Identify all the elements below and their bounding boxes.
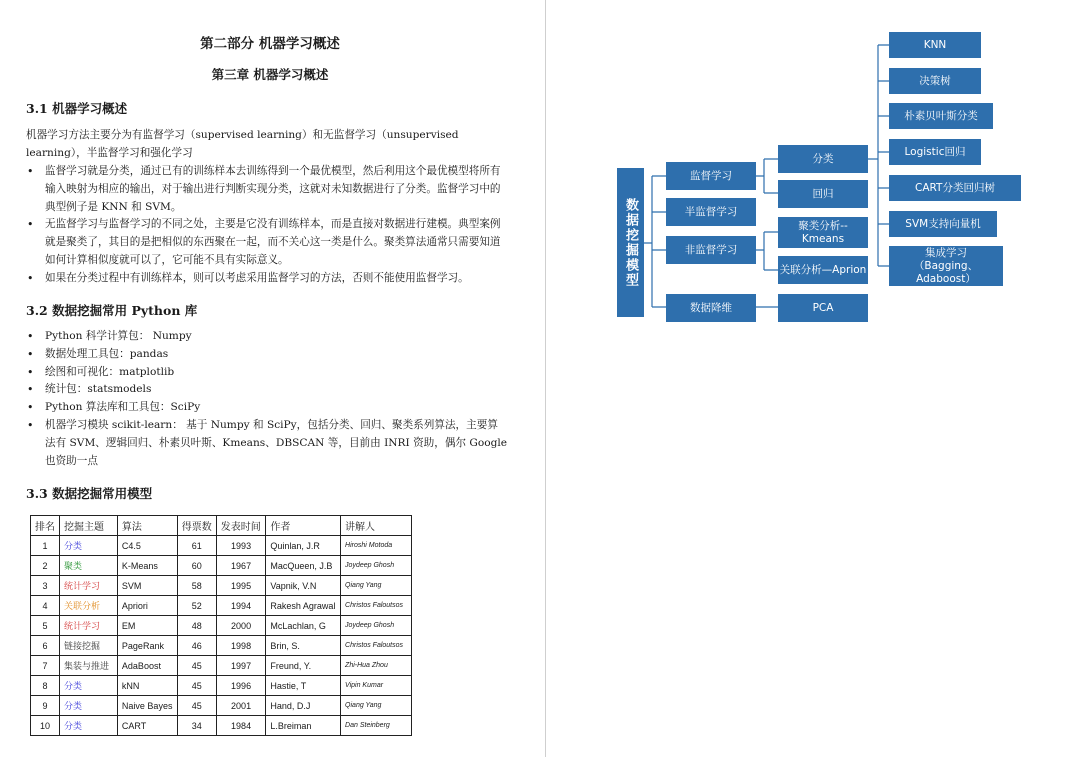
table-cell-author: McLachlan, G [266, 616, 341, 636]
table-cell-rank: 9 [31, 696, 60, 716]
col-header: 得票数 [177, 516, 216, 536]
table-cell-rank: 3 [31, 576, 60, 596]
table-cell-rank: 8 [31, 676, 60, 696]
table-cell-votes: 60 [177, 556, 216, 576]
table-header-row [31, 516, 412, 536]
table-cell-rank: 4 [31, 596, 60, 616]
table-cell-votes: 45 [177, 676, 216, 696]
table-cell-votes: 34 [177, 716, 216, 736]
table-cell-lecturer: Christos Faloutsos [341, 596, 412, 616]
chapter-title: 第三章 机器学习概述 [211, 67, 329, 82]
list-item: • 监督学习就是分类，通过已有的训练样本去训练得到一个最优模型，然后利用这个最优模型将所有输入映射为相应的输出，对于输出进行判断实现分类，这就对未知数据进行了分类。监督学习中的典型例子是 KNN 和 SVM。 [26, 163, 508, 216]
table-cell-year: 1984 [216, 716, 266, 736]
table-cell-author: Hand, D.J [266, 696, 341, 716]
table-cell-topic: 统计学习 [60, 616, 118, 636]
table-cell-topic: 统计学习 [60, 576, 118, 596]
table-row [31, 536, 412, 556]
table-row [31, 556, 412, 576]
connector-unsupervised [756, 232, 778, 270]
table-cell-year: 1998 [216, 636, 266, 656]
list-item: • 如果在分类过程中有训练样本，则可以考虑采用监督学习的方法，否则不能使用监督学习。 [26, 270, 508, 288]
table-cell-year: 1994 [216, 596, 266, 616]
table-row [31, 716, 412, 736]
table-cell-votes: 52 [177, 596, 216, 616]
table-cell-topic: 分类 [60, 696, 118, 716]
table-cell-author: Freund, Y. [266, 656, 341, 676]
list-item: • 数据处理工具包：pandas [26, 346, 508, 364]
table-cell-topic: 链接挖掘 [60, 636, 118, 656]
list-item: • 无监督学习与监督学习的不同之处，主要是它没有训练样本，而是直接对数据进行建模。典型案例就是聚类了，其目的是把相似的东西聚在一起，而不关心这一类是什么。聚类算法通常只需要知道如何计算相似度就可以了，它可能不具有实际意义。 [26, 216, 508, 269]
mindmap-node-knn: KNN [889, 32, 981, 58]
right-page [546, 0, 1080, 757]
mindmap-node-regression: 回归 [778, 180, 868, 208]
table-row [31, 676, 412, 696]
table-body [31, 536, 412, 736]
table-cell-author: Hastie, T [266, 676, 341, 696]
mindmap-node-clustering: 聚类分析--Kmeans [778, 217, 868, 248]
mindmap-connectors [546, 0, 1080, 757]
mindmap-node-naive-bayes: 朴素贝叶斯分类 [889, 103, 993, 129]
table-cell-topic: 集装与推进 [60, 656, 118, 676]
table-cell-year: 1967 [216, 556, 266, 576]
table-cell-lecturer: Hiroshi Motoda [341, 536, 412, 556]
table-cell-algo: AdaBoost [117, 656, 177, 676]
table-cell-lecturer: Zhi-Hua Zhou [341, 656, 412, 676]
connector-root [644, 176, 666, 307]
table-cell-algo: Naive Bayes [117, 696, 177, 716]
mindmap-node-pca: PCA [778, 294, 868, 322]
table-cell-algo: kNN [117, 676, 177, 696]
table-cell-author: Brin, S. [266, 636, 341, 656]
table-cell-year: 1995 [216, 576, 266, 596]
table-cell-algo: Apriori [117, 596, 177, 616]
table-cell-algo: PageRank [117, 636, 177, 656]
section-3-3-heading: 3.3 数据挖掘常用模型 [26, 486, 153, 501]
table-cell-lecturer: Christos Faloutsos [341, 636, 412, 656]
section-3-1-heading: 3.1 机器学习概述 [26, 101, 128, 116]
connector-classification [868, 45, 889, 266]
table-cell-year: 1996 [216, 676, 266, 696]
mindmap-node-cart: CART分类回归树 [889, 175, 1021, 201]
mindmap-node-association: 关联分析—Aprion [778, 256, 868, 284]
table-cell-author: Quinlan, J.R [266, 536, 341, 556]
mindmap-node-unsupervised: 非监督学习 [666, 236, 756, 264]
table-cell-year: 1993 [216, 536, 266, 556]
section-3-2-bullets [26, 328, 508, 470]
mindmap-node-dim-reduction: 数据降维 [666, 294, 756, 322]
section-3-1-intro: 机器学习方法主要分为有监督学习（supervised learning）和无监督学习（unsupervised learning），半监督学习和强化学习 [26, 129, 459, 159]
part-title: 第二部分 机器学习概述 [200, 36, 340, 52]
table-row [31, 696, 412, 716]
table-cell-rank: 7 [31, 656, 60, 676]
table-cell-rank: 2 [31, 556, 60, 576]
mindmap-node-logistic: Logistic回归 [889, 139, 981, 165]
table-cell-year: 2001 [216, 696, 266, 716]
table-cell-votes: 45 [177, 696, 216, 716]
table-cell-algo: K-Means [117, 556, 177, 576]
col-header: 排名 [31, 516, 60, 536]
table-cell-topic: 分类 [60, 536, 118, 556]
list-item: • 绘图和可视化：matplotlib [26, 364, 508, 382]
table-cell-votes: 61 [177, 536, 216, 556]
section-3-2-heading: 3.2 数据挖掘常用 Python 库 [26, 303, 198, 318]
mindmap-node-decision-tree: 决策树 [889, 68, 981, 94]
table-cell-lecturer: Qiang Yang [341, 696, 412, 716]
section-3-1-bullets [26, 163, 508, 288]
table-cell-year: 2000 [216, 616, 266, 636]
table-cell-algo: SVM [117, 576, 177, 596]
mindmap-node-ensemble: 集成学习（Bagging、Adaboost） [889, 246, 1003, 286]
table-cell-topic: 关联分析 [60, 596, 118, 616]
mindmap-node-semi-supervised: 半监督学习 [666, 198, 756, 226]
table-cell-algo: CART [117, 716, 177, 736]
table-cell-votes: 58 [177, 576, 216, 596]
table-cell-lecturer: Joydeep Ghosh [341, 556, 412, 576]
list-item: • 机器学习模块 scikit-learn： 基于 Numpy 和 SciPy，包括分类、回归、聚类系列算法，主要算法有 SVM、逻辑回归、朴素贝叶斯、Kmeans、DBSCAN 等，目前由 INRI 资助，偶尔 Google 也资助一点 [26, 417, 508, 470]
table-row [31, 596, 412, 616]
col-header: 挖掘主题 [60, 516, 118, 536]
table-cell-topic: 分类 [60, 676, 118, 696]
table-row [31, 656, 412, 676]
table-cell-lecturer: Qiang Yang [341, 576, 412, 596]
col-header: 讲解人 [341, 516, 412, 536]
table-cell-author: Vapnik, V.N [266, 576, 341, 596]
table-cell-author: Rakesh Agrawal [266, 596, 341, 616]
col-header: 发表时间 [216, 516, 266, 536]
table-cell-year: 1997 [216, 656, 266, 676]
table-cell-rank: 5 [31, 616, 60, 636]
table-cell-lecturer: Dan Steinberg [341, 716, 412, 736]
table-row [31, 636, 412, 656]
table-row [31, 576, 412, 596]
table-row [31, 616, 412, 636]
mindmap-node-svm: SVM支持向量机 [889, 211, 997, 237]
table-cell-author: MacQueen, J.B [266, 556, 341, 576]
list-item: • Python 科学计算包： Numpy [26, 328, 508, 346]
mindmap-root-node: 数据挖掘模型 [617, 168, 644, 317]
table-cell-rank: 10 [31, 716, 60, 736]
table-cell-lecturer: Vipin Kumar [341, 676, 412, 696]
connector-supervised [756, 159, 778, 193]
table-cell-algo: EM [117, 616, 177, 636]
col-header: 作者 [266, 516, 341, 536]
table-cell-votes: 48 [177, 616, 216, 636]
table-cell-rank: 1 [31, 536, 60, 556]
mindmap-node-supervised: 监督学习 [666, 162, 756, 190]
table-cell-topic: 分类 [60, 716, 118, 736]
list-item: • Python 算法库和工具包：SciPy [26, 399, 508, 417]
table-cell-lecturer: Joydeep Ghosh [341, 616, 412, 636]
table-cell-votes: 46 [177, 636, 216, 656]
table-cell-rank: 6 [31, 636, 60, 656]
col-header: 算法 [117, 516, 177, 536]
mindmap-node-classification: 分类 [778, 145, 868, 173]
table-cell-votes: 45 [177, 656, 216, 676]
table-cell-author: L.Breiman [266, 716, 341, 736]
table-cell-algo: C4.5 [117, 536, 177, 556]
models-table [30, 515, 412, 736]
table-cell-topic: 聚类 [60, 556, 118, 576]
list-item: • 统计包：statsmodels [26, 381, 508, 399]
